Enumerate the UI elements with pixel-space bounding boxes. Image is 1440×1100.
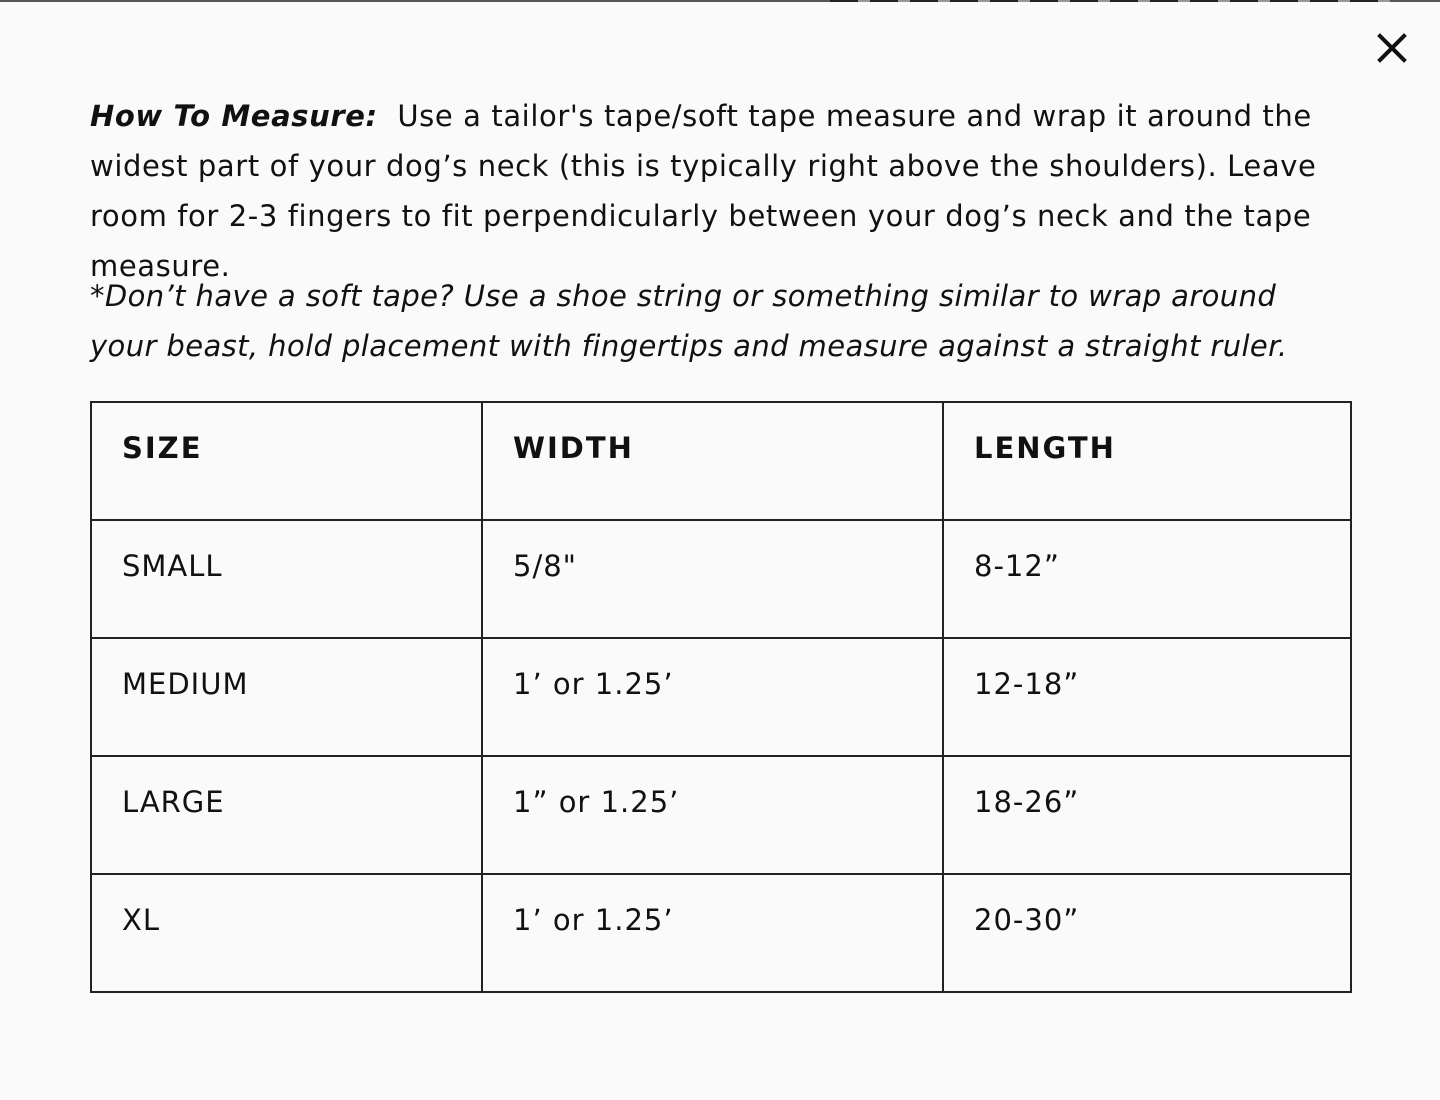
cell-size: SMALL xyxy=(91,520,482,638)
cell-length: 18-26” xyxy=(943,756,1351,874)
table-header-row xyxy=(91,402,1351,520)
table-row xyxy=(91,520,1351,638)
how-to-measure-heading: How To Measure: xyxy=(90,99,378,133)
cell-length: 12-18” xyxy=(943,638,1351,756)
how-to-measure-text xyxy=(90,91,1330,291)
cell-length: 8-12” xyxy=(943,520,1351,638)
table-row xyxy=(91,638,1351,756)
table-row xyxy=(91,756,1351,874)
close-button[interactable] xyxy=(1368,24,1416,72)
header-width: WIDTH xyxy=(482,402,943,520)
close-icon xyxy=(1368,24,1416,72)
header-length: LENGTH xyxy=(943,402,1351,520)
cell-size: MEDIUM xyxy=(91,638,482,756)
table-row xyxy=(91,874,1351,992)
how-to-measure-instructions: Use a tailor's tape/soft tape measure and wrap it around the widest part of your dog’s neck (this is typically right above the shoulders). Leave room for 2-3 fingers to fit perpendicularly between your dog’s neck and the tape measure. xyxy=(90,99,1317,283)
cell-width: 5/8" xyxy=(482,520,943,638)
cell-size: LARGE xyxy=(91,756,482,874)
header-size: SIZE xyxy=(91,402,482,520)
cell-size: XL xyxy=(91,874,482,992)
cell-length: 20-30” xyxy=(943,874,1351,992)
cell-width: 1” or 1.25’ xyxy=(482,756,943,874)
size-chart-table xyxy=(90,401,1352,993)
cell-width: 1’ or 1.25’ xyxy=(482,874,943,992)
cell-width: 1’ or 1.25’ xyxy=(482,638,943,756)
soft-tape-note: *Don’t have a soft tape? Use a shoe string or something similar to wrap around your beast, hold placement with fingertips and measure against a straight ruler. xyxy=(90,279,1288,363)
